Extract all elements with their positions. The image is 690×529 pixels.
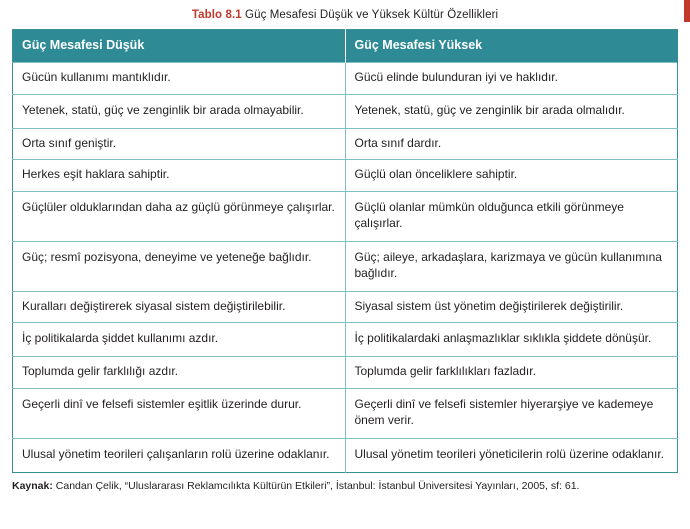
- column-header-low-power-distance: Güç Mesafesi Düşük: [13, 30, 346, 63]
- cell-low: Herkes eşit haklara sahiptir.: [13, 160, 346, 192]
- cell-low: Gücün kullanımı mantıklıdır.: [13, 63, 346, 95]
- table-body: [13, 63, 678, 473]
- table-row: [13, 160, 678, 192]
- table-header-row: [13, 30, 678, 63]
- cell-high: Güçlü olanlar mümkün olduğunca etkili görünmeye çalışırlar.: [345, 192, 678, 242]
- cell-low: Kuralları değiştirerek siyasal sistem değiştirilebilir.: [13, 291, 346, 323]
- table-row: [13, 241, 678, 291]
- table-row: [13, 94, 678, 128]
- cell-high: Güç; aileye, arkadaşlara, karizmaya ve gücün kullanımına bağlıdır.: [345, 241, 678, 291]
- cell-low: Ulusal yönetim teorileri çalışanların rolü üzerine odaklanır.: [13, 438, 346, 472]
- caption-label: Tablo: [191, 9, 223, 21]
- cell-high: Ulusal yönetim teorileri yöneticilerin rolü üzerine odaklanır.: [345, 438, 678, 472]
- cell-low: Orta sınıf geniştir.: [13, 128, 346, 160]
- cell-low: Geçerli dinî ve felsefi sistemler eşitlik üzerinde durur.: [13, 389, 346, 439]
- column-header-high-power-distance: Güç Mesafesi Yüksek: [345, 30, 678, 63]
- caption-text: Güç Mesafesi Düşük ve Yüksek Kültür Özellikleri: [245, 9, 499, 21]
- cell-low: İç politikalarda şiddet kullanımı azdır.: [13, 323, 346, 357]
- cell-high: Güçlü olan önceliklere sahiptir.: [345, 160, 678, 192]
- caption-number: 8.1: [225, 9, 242, 21]
- cell-high: Geçerli dinî ve felsefi sistemler hiyerarşiye ve kademeye önem verir.: [345, 389, 678, 439]
- source-text: Candan Çelik, “Uluslararası Reklamcılıkta Kültürün Etkileri”, İstanbul: İstanbul Üniversitesi Yayınları, 2005, sf: 61.: [52, 479, 580, 492]
- cell-low: Toplumda gelir farklılığı azdır.: [13, 357, 346, 389]
- cell-high: Gücü elinde bulunduran iyi ve haklıdır.: [345, 63, 678, 95]
- table-row: [13, 357, 678, 389]
- table-row: [13, 63, 678, 95]
- table-row: [13, 192, 678, 242]
- cell-high: Orta sınıf dardır.: [345, 128, 678, 160]
- cell-high: Toplumda gelir farklılıkları fazladır.: [345, 357, 678, 389]
- cell-low: Yetenek, statü, güç ve zenginlik bir arada olmayabilir.: [13, 94, 346, 128]
- page-edge-marker: [684, 0, 690, 22]
- table-caption: [12, 0, 678, 29]
- table-row: [13, 323, 678, 357]
- cell-low: Güçlüler olduklarından daha az güçlü görünmeye çalışırlar.: [13, 192, 346, 242]
- table-row: [13, 438, 678, 472]
- table-row: [13, 128, 678, 160]
- table-row: [13, 291, 678, 323]
- cell-high: Yetenek, statü, güç ve zenginlik bir arada olmalıdır.: [345, 94, 678, 128]
- culture-comparison-table: [12, 29, 678, 473]
- cell-high: Siyasal sistem üst yönetim değiştirilerek değiştirilir.: [345, 291, 678, 323]
- cell-high: İç politikalardaki anlaşmazlıklar sıklıkla şiddete dönüşür.: [345, 323, 678, 357]
- cell-low: Güç; resmî pozisyona, deneyime ve yeteneğe bağlıdır.: [13, 241, 346, 291]
- source-note: [12, 480, 678, 494]
- table-row: [13, 389, 678, 439]
- source-label: Kaynak:: [12, 479, 53, 492]
- table-header: [13, 30, 678, 63]
